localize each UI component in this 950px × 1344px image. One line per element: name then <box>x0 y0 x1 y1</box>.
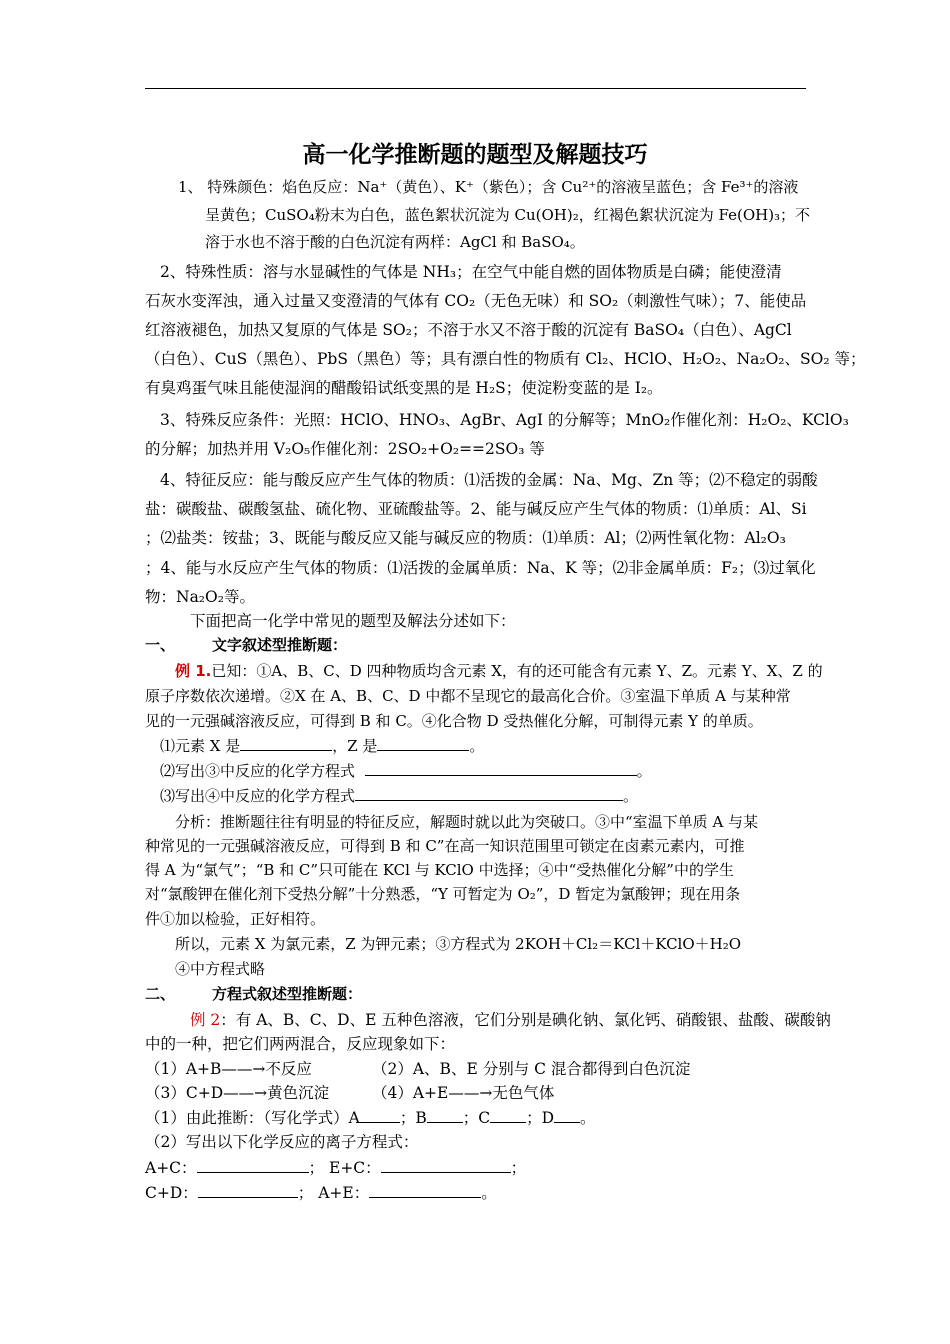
header-rule <box>145 88 806 89</box>
answer-blank-ac[interactable] <box>197 1158 309 1173</box>
s4-line-5: 物：Na₂O₂等。 <box>145 588 255 606</box>
section-2-title: 方程式叙述型推断题： <box>212 985 363 1003</box>
example-2-label: 例 2 <box>190 1011 221 1029</box>
answer-blank-ae[interactable] <box>369 1183 481 1198</box>
example-1-line-2: 原子序数依次递增。②X 在 A、B、C、D 中都不呈现它的最高化合价。③室温下单质 A 与某种常 <box>145 687 791 705</box>
analysis-line-2: 种常见的一元强碱溶液反应，可得到 B 和 C”在高一知识范围里可锁定在卤素元素内，可推 <box>145 837 745 855</box>
example-1-line-1: 已知：①A、B、C、D 四种物质均含元素 X，有的还可能含有元素 Y、Z。元素 Y、X、Z 的 <box>211 662 823 680</box>
analysis-line-3: 得 A 为“氯气”；“B 和 C”只可能在 KCl 与 KClO 中选择；④中“受热催化分解”中的学生 <box>145 861 734 879</box>
s4-line-2: 盐：碳酸盐、碳酸氢盐、硫化物、亚硫酸盐等。2、能与碱反应产生气体的物质：⑴单质：Al、Si <box>145 500 807 518</box>
s1-line-2: 呈黄色；CuSO₄粉末为白色，蓝色絮状沉淀为 Cu(OH)₂，红褐色絮状沉淀为 Fe(OH)₃；不 <box>205 206 811 224</box>
question-3 <box>160 786 638 806</box>
example-1-label: 例 1. <box>175 662 212 680</box>
reaction-2: （2）A、B、E 分别与 C 混合都得到白色沉淀 <box>372 1060 691 1078</box>
s2-line-2: 石灰水变浑浊，通入过量又变澄清的气体有 CO₂（无色无味）和 SO₂（刺激性气味）；7、能使品 <box>145 292 807 310</box>
s2-line-1: 2、特殊性质：溶与水显碱性的气体是 NH₃；在空气中能自燃的固体物质是白磷；能使澄清 <box>160 263 782 281</box>
ac-label: A+C： <box>145 1159 197 1177</box>
answer-blank-x[interactable] <box>240 736 332 751</box>
q2-prompt: ⑵写出③中反应的化学方程式 <box>160 762 356 780</box>
section-1-number: 一、 <box>145 636 176 654</box>
example-1-first-line <box>175 661 823 681</box>
intro-text: 下面把高一化学中常见的题型及解法分述如下： <box>190 612 516 630</box>
reaction-4: （4）A+E——→无色气体 <box>372 1084 555 1102</box>
answer-line-1: 所以，元素 X 为氯元素，Z 为钾元素；③方程式为 2KOH＋Cl₂＝KCl＋KClO＋H₂O <box>175 935 742 953</box>
ac-end: ； <box>308 1159 325 1177</box>
analysis-line-4: 对“氯酸钾在催化剂下受热分解”十分熟悉，“Y 可暂定为 O₂”，D 暂定为氯酸钾；现在用条 <box>145 885 741 903</box>
answer-blank-ec[interactable] <box>381 1158 511 1173</box>
ex2-q1-b: ；B <box>399 1109 427 1127</box>
q3-end: 。 <box>623 787 639 805</box>
answer-blank-d[interactable] <box>554 1108 580 1123</box>
ae-label: A+E： <box>318 1184 370 1202</box>
answer-blank-a[interactable] <box>360 1108 400 1123</box>
q1-prompt-z: ，Z 是 <box>332 737 378 755</box>
answer-blank-equation-4[interactable] <box>355 786 623 801</box>
cd-label: C+D： <box>145 1184 198 1202</box>
answer-blank-z[interactable] <box>377 736 469 751</box>
q3-prompt: ⑶写出④中反应的化学方程式 <box>160 787 356 805</box>
ex2-q1-end: 。 <box>580 1109 596 1127</box>
example-2-line-1: ：有 A、B、C、D、E 五种色溶液，它们分别是碘化钠、氯化钙、硝酸银、盐酸、碳酸钠 <box>220 1011 831 1029</box>
s1-line-1: 1、 特殊颜色：焰色反应：Na⁺（黄色）、K⁺（紫色）；含 Cu²⁺的溶液呈蓝色；含 Fe³⁺的溶液 <box>178 178 799 196</box>
ionic-equation-row-1 <box>145 1158 526 1178</box>
s4-line-3: ；⑵盐类：铵盐；3、既能与酸反应又能与碱反应的物质：⑴单质：Al；⑵两性氧化物：Al₂O₃ <box>145 529 786 547</box>
answer-blank-cd[interactable] <box>198 1183 298 1198</box>
s2-line-5: 有臭鸡蛋气味且能使湿润的醋酸铅试纸变黑的是 H₂S；使淀粉变蓝的是 I₂。 <box>145 379 663 397</box>
example-2-question-2: （2）写出以下化学反应的离子方程式： <box>145 1133 419 1151</box>
ex2-q1-prompt: （1）由此推断：（写化学式）A <box>145 1109 360 1127</box>
example-1-line-3: 见的一元强碱溶液反应，可得到 B 和 C。④化合物 D 受热催化分解，可制得元素 Y 的单质。 <box>145 712 763 730</box>
s3-line-2: 的分解；加热并用 V₂O₅作催化剂：2SO₂+O₂==2SO₃ 等 <box>145 440 545 458</box>
question-2 <box>160 761 652 781</box>
example-2-question-1 <box>145 1108 596 1128</box>
ae-end: 。 <box>481 1184 497 1202</box>
reaction-1: （1）A+B——→不反应 <box>145 1060 312 1078</box>
answer-blank-equation-3[interactable] <box>365 761 637 776</box>
ex2-q1-c: ；C <box>462 1109 491 1127</box>
cd-end: ； <box>297 1184 314 1202</box>
s2-line-3: 红溶液褪色，加热又复原的气体是 SO₂；不溶于水又不溶于酸的沉淀有 BaSO₄（白色）、AgCl <box>145 321 792 339</box>
page-title: 高一化学推断题的题型及解题技巧 <box>302 142 648 168</box>
section-2-number: 二、 <box>145 985 176 1003</box>
s3-line-1: 3、特殊反应条件：光照：HClO、HNO₃、AgBr、AgI 的分解等；MnO₂作催化剂：H₂O₂、KClO₃ <box>160 411 849 429</box>
analysis-line-5: 件①加以检验，正好相符。 <box>145 910 326 928</box>
answer-line-2: ④中方程式略 <box>175 960 266 978</box>
section-1-title: 文字叙述型推断题： <box>212 636 348 654</box>
ex2-q1-d: ；D <box>526 1109 555 1127</box>
ec-label: E+C： <box>329 1159 381 1177</box>
s2-line-4: （白色）、CuS（黑色）、PbS（黑色）等；具有漂白性的物质有 Cl₂、HClO、H₂O₂、Na₂O₂、SO₂ 等； <box>145 350 866 368</box>
analysis-line-1: 分析：推断题往往有明显的特征反应，解题时就以此为突破口。③中“室温下单质 A 与某 <box>175 813 759 831</box>
example-2-line-2: 中的一种，把它们两两混合，反应现象如下： <box>145 1035 456 1053</box>
reaction-3: （3）C+D——→黄色沉淀 <box>145 1084 330 1102</box>
answer-blank-c[interactable] <box>490 1108 526 1123</box>
q1-end: 。 <box>469 737 485 755</box>
s4-line-1: 4、特征反应：能与酸反应产生气体的物质：⑴活拨的金属：Na、Mg、Zn 等；⑵不稳定的弱酸 <box>160 471 818 489</box>
ec-end: ； <box>510 1159 527 1177</box>
ionic-equation-row-2 <box>145 1183 497 1203</box>
s1-line-3: 溶于水也不溶于酸的白色沉淀有两样：AgCl 和 BaSO₄。 <box>205 233 585 251</box>
example-2-first-line <box>190 1010 831 1030</box>
question-1 <box>160 736 484 756</box>
q1-prompt-x: ⑴元素 X 是 <box>160 737 241 755</box>
answer-blank-b[interactable] <box>427 1108 463 1123</box>
s4-line-4: ；4、能与水反应产生气体的物质：⑴活拨的金属单质：Na、K 等；⑵非金属单质：F₂；⑶过氧化 <box>145 559 816 577</box>
q2-end: 。 <box>636 762 652 780</box>
